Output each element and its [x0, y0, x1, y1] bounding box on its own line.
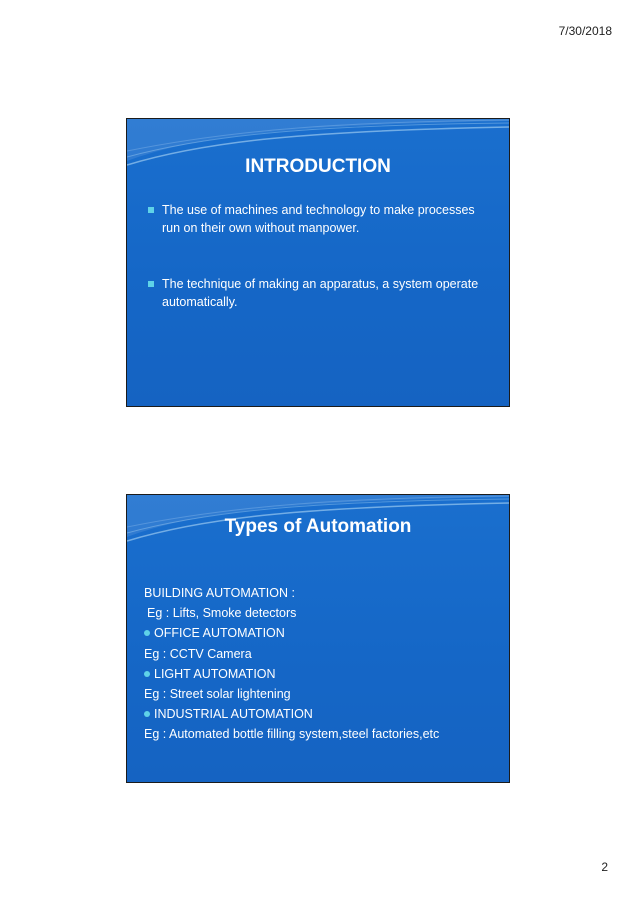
line-text: LIGHT AUTOMATION: [154, 666, 276, 681]
list-item: [144, 644, 499, 664]
line-text: Eg : Street solar lightening: [144, 687, 291, 702]
list-item: [144, 603, 499, 623]
list-item: [147, 275, 495, 311]
date-stamp: 7/30/2018: [558, 24, 612, 38]
page-number: 2: [601, 860, 608, 874]
slide-types-of-automation: [126, 494, 510, 783]
list-item: [144, 623, 499, 643]
line-text: Eg : Lifts, Smoke detectors: [147, 606, 297, 621]
line-text: Eg : CCTV Camera: [144, 646, 252, 661]
list-item: [144, 684, 499, 704]
list-item: [144, 583, 499, 603]
bullet-text: The technique of making an apparatus, a system operate automatically.: [162, 277, 479, 309]
list-item: [144, 724, 499, 744]
round-bullet-icon: [144, 711, 150, 717]
line-text: INDUSTRIAL AUTOMATION: [154, 707, 313, 722]
slide-title: Types of Automation: [224, 516, 412, 537]
list-item: [144, 704, 499, 724]
types-list: [144, 583, 499, 745]
slide-introduction: [126, 118, 510, 407]
square-bullet-icon: [148, 281, 154, 287]
round-bullet-icon: [144, 671, 150, 677]
line-text: BUILDING AUTOMATION :: [144, 586, 295, 600]
bullet-list: [147, 201, 495, 311]
line-text: OFFICE AUTOMATION: [154, 626, 285, 641]
round-bullet-icon: [144, 630, 150, 636]
line-text: Eg : Automated bottle filling system,steel factories,etc: [144, 727, 440, 742]
square-bullet-icon: [148, 207, 154, 213]
list-item: [144, 664, 499, 684]
slide-title: INTRODUCTION: [245, 156, 391, 177]
bullet-text: The use of machines and technology to make processes run on their own without manpower.: [162, 203, 475, 235]
list-item: [147, 201, 495, 237]
